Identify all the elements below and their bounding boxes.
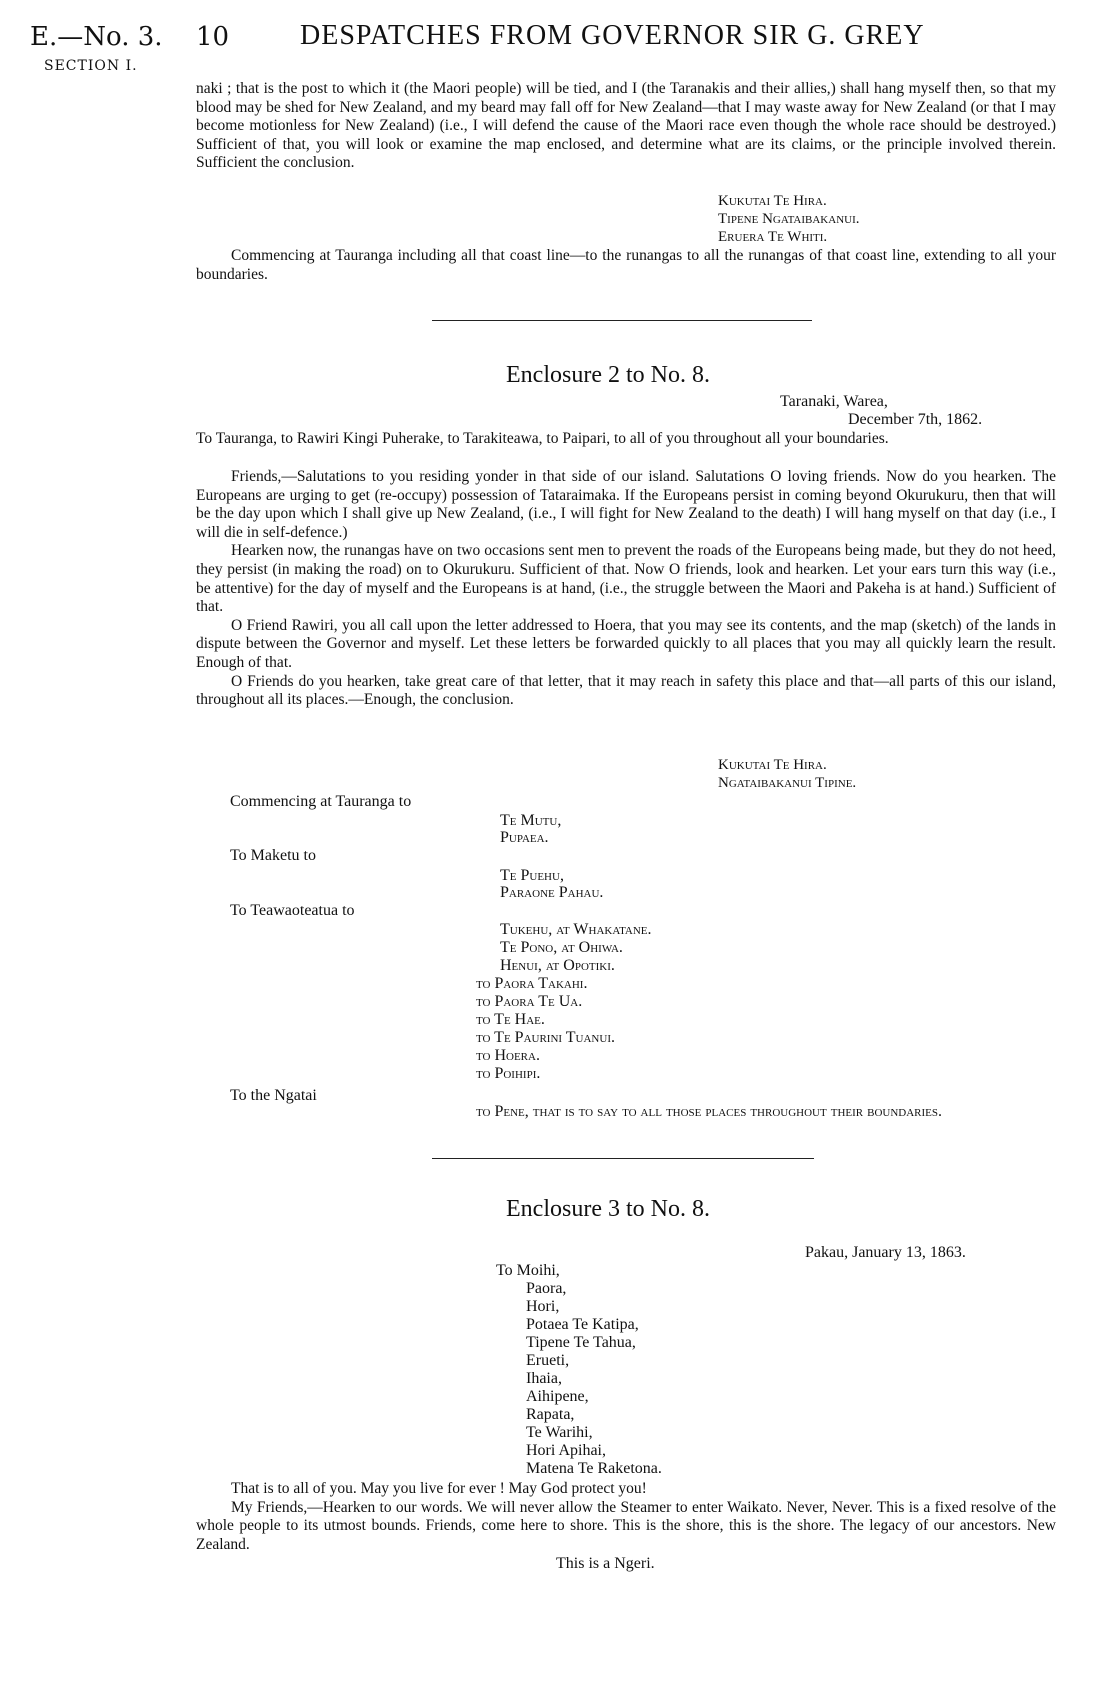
addressee: Erueti, xyxy=(526,1352,570,1369)
addressee: Aihipene, xyxy=(526,1388,589,1405)
divider-rule xyxy=(432,320,812,321)
routing-left-4: To the Ngatai xyxy=(230,1087,317,1104)
page-number: 10 xyxy=(196,22,230,52)
routing-item: to Hoera. xyxy=(476,1047,540,1064)
routing-item: to Paora Takahi. xyxy=(476,975,588,992)
enclosure3-paragraph-2: My Friends,—Hearken to our words. We will never allow the Steamer to enter Waikato. Never, Never. This is a fixed resolve of the whole people to its utmost bounds. Friends, come here to shore. This is the shore, this is the shore. The legacy of our ancestors. New Zealand. xyxy=(196,1498,1056,1553)
section-label: SECTION I. xyxy=(44,58,138,74)
routing-item: to Paora Te Ua. xyxy=(476,993,583,1010)
addressee: Matena Te Raketona. xyxy=(526,1460,662,1477)
routing-item: Te Puehu, xyxy=(500,867,564,884)
enclosure3-title: Enclosure 3 to No. 8. xyxy=(506,1196,710,1222)
enclosure2-letter-block xyxy=(196,468,1056,710)
routing-item: to Pene, that is to say to all those places throughout their boundaries. xyxy=(476,1103,942,1120)
enclosure2-paragraph-4: O Friends do you hearken, take great care of that letter, that it may reach in safety this place and that—all parts of this our island, throughout all its places.—Enough, the conclusion. xyxy=(196,672,1056,709)
enclosure2-paragraph-1: Friends,—Salutations to you residing yonder in that side of our island. Salutations O loving friends. Now do you hearken. The Europeans are urging to get (re-occupy) possession of Tataraimaka. If the Europeans persist in coming beyond Okurukuru, then that will be the day upon which I shall give up New Zealand, (i.e., I will fight for New Zealand to the death) I will hang myself on that day (i.e., I will die in self-defence.) xyxy=(196,468,1056,541)
routing-item: to Te Paurini Tuanui. xyxy=(476,1029,615,1046)
enclosure2-date: December 7th, 1862. xyxy=(848,411,983,428)
enclosure3-letter-block xyxy=(196,1480,1056,1554)
addressee: Rapata, xyxy=(526,1406,575,1423)
routing-item: Paraone Pahau. xyxy=(500,884,604,901)
enclosure2-paragraph-3: O Friend Rawiri, you all call upon the letter addressed to Hoera, that you may see its contents, and the map (sketch) of the lands in dispute between the Governor and myself. Let these letters be forwarded quickly to all places that you may all quickly learn the result. Enough of that. xyxy=(196,616,1056,671)
routing-left-1: Commencing at Tauranga to xyxy=(230,793,412,810)
enclosure1-postscript-block xyxy=(196,247,1056,284)
enclosure3-paragraph-1: That is to all of you. May you live for ever ! May God protect you! xyxy=(231,1480,647,1497)
enclosure2-address: To Tauranga, to Rawiri Kingi Puherake, to Tarakiteawa, to Paipari, to all of you throughout all your boundaries. xyxy=(196,430,889,447)
enclosure2-title: Enclosure 2 to No. 8. xyxy=(506,362,710,388)
addressee: Paora, xyxy=(526,1280,567,1297)
enclosure1-signature-2: Tipene Ngataibakanui. xyxy=(718,211,860,227)
routing-item: Pupaea. xyxy=(500,829,549,846)
document-ref: E.—No. 3. xyxy=(30,22,163,52)
addressee: Tipene Te Tahua, xyxy=(526,1334,636,1351)
enclosure3-dateline: Pakau, January 13, 1863. xyxy=(805,1244,966,1261)
routing-left-2: To Maketu to xyxy=(230,847,316,864)
routing-item: Te Mutu, xyxy=(500,812,562,829)
enclosure1-signature-1: Kukutai Te Hira. xyxy=(718,193,827,209)
enclosure2-address-block xyxy=(196,430,1056,449)
routing-item: Henui, at Opotiki. xyxy=(500,957,615,974)
addressee: Hori, xyxy=(526,1298,560,1315)
enclosure2-signature-2: Ngataibakanui Tipine. xyxy=(718,775,857,791)
routing-item: Te Pono, at Ohiwa. xyxy=(500,939,623,956)
divider-rule xyxy=(432,1158,814,1159)
enclosure1-postscript: Commencing at Tauranga including all that coast line—to the runangas to all the runangas of that coast line, extending to all your boundaries. xyxy=(196,247,1056,283)
addressee: Ihaia, xyxy=(526,1370,562,1387)
routing-item: to Te Hae. xyxy=(476,1011,545,1028)
enclosure2-paragraph-2: Hearken now, the runangas have on two occasions sent men to prevent the roads of the Europeans being made, but they do not heed, they persist (in making the road) on to Okurukuru. Sufficient of that. Now O friends, look and hearken. Let your ears turn this way (i.e., be attentive) for the day of myself and the Europeans is at hand, (i.e., the struggle between the Maori and Pakeha is at hand.) Sufficient of that. xyxy=(196,542,1056,616)
enclosure2-signature-1: Kukutai Te Hira. xyxy=(718,757,827,773)
enclosure2-place: Taranaki, Warea, xyxy=(780,393,888,410)
enclosure1-paragraph: naki ; that is the post to which it (the Maori people) will be tied, and I (the Taranakis and their allies,) shall hang myself then, so that my blood may be shed for New Zealand, and my beard may fall off for New Zealand—that I may waste away for New Zealand (or that I may become motionless for New Zealand) (i.e., I will defend the cause of the Maori race even though the whole race should be destroyed.) Sufficient of that, you will look or examine the map enclosed, and determine what are its claims, or the principle involved therein. Sufficient the conclusion. xyxy=(196,80,1056,172)
enclosure3-closing: This is a Ngeri. xyxy=(556,1555,655,1572)
routing-item: to Poihipi. xyxy=(476,1065,541,1082)
addressee: To Moihi, xyxy=(496,1262,560,1279)
routing-item: Tukehu, at Whakatane. xyxy=(500,921,652,938)
addressee: Te Warihi, xyxy=(526,1424,593,1441)
enclosure1-body-block xyxy=(196,80,1056,173)
addressee: Hori Apihai, xyxy=(526,1442,606,1459)
page-title: DESPATCHES FROM GOVERNOR SIR G. GREY xyxy=(300,20,925,51)
enclosure1-signature-3: Eruera Te Whiti. xyxy=(718,229,828,245)
addressee: Potaea Te Katipa, xyxy=(526,1316,639,1333)
routing-left-3: To Teawaoteatua to xyxy=(230,902,355,919)
